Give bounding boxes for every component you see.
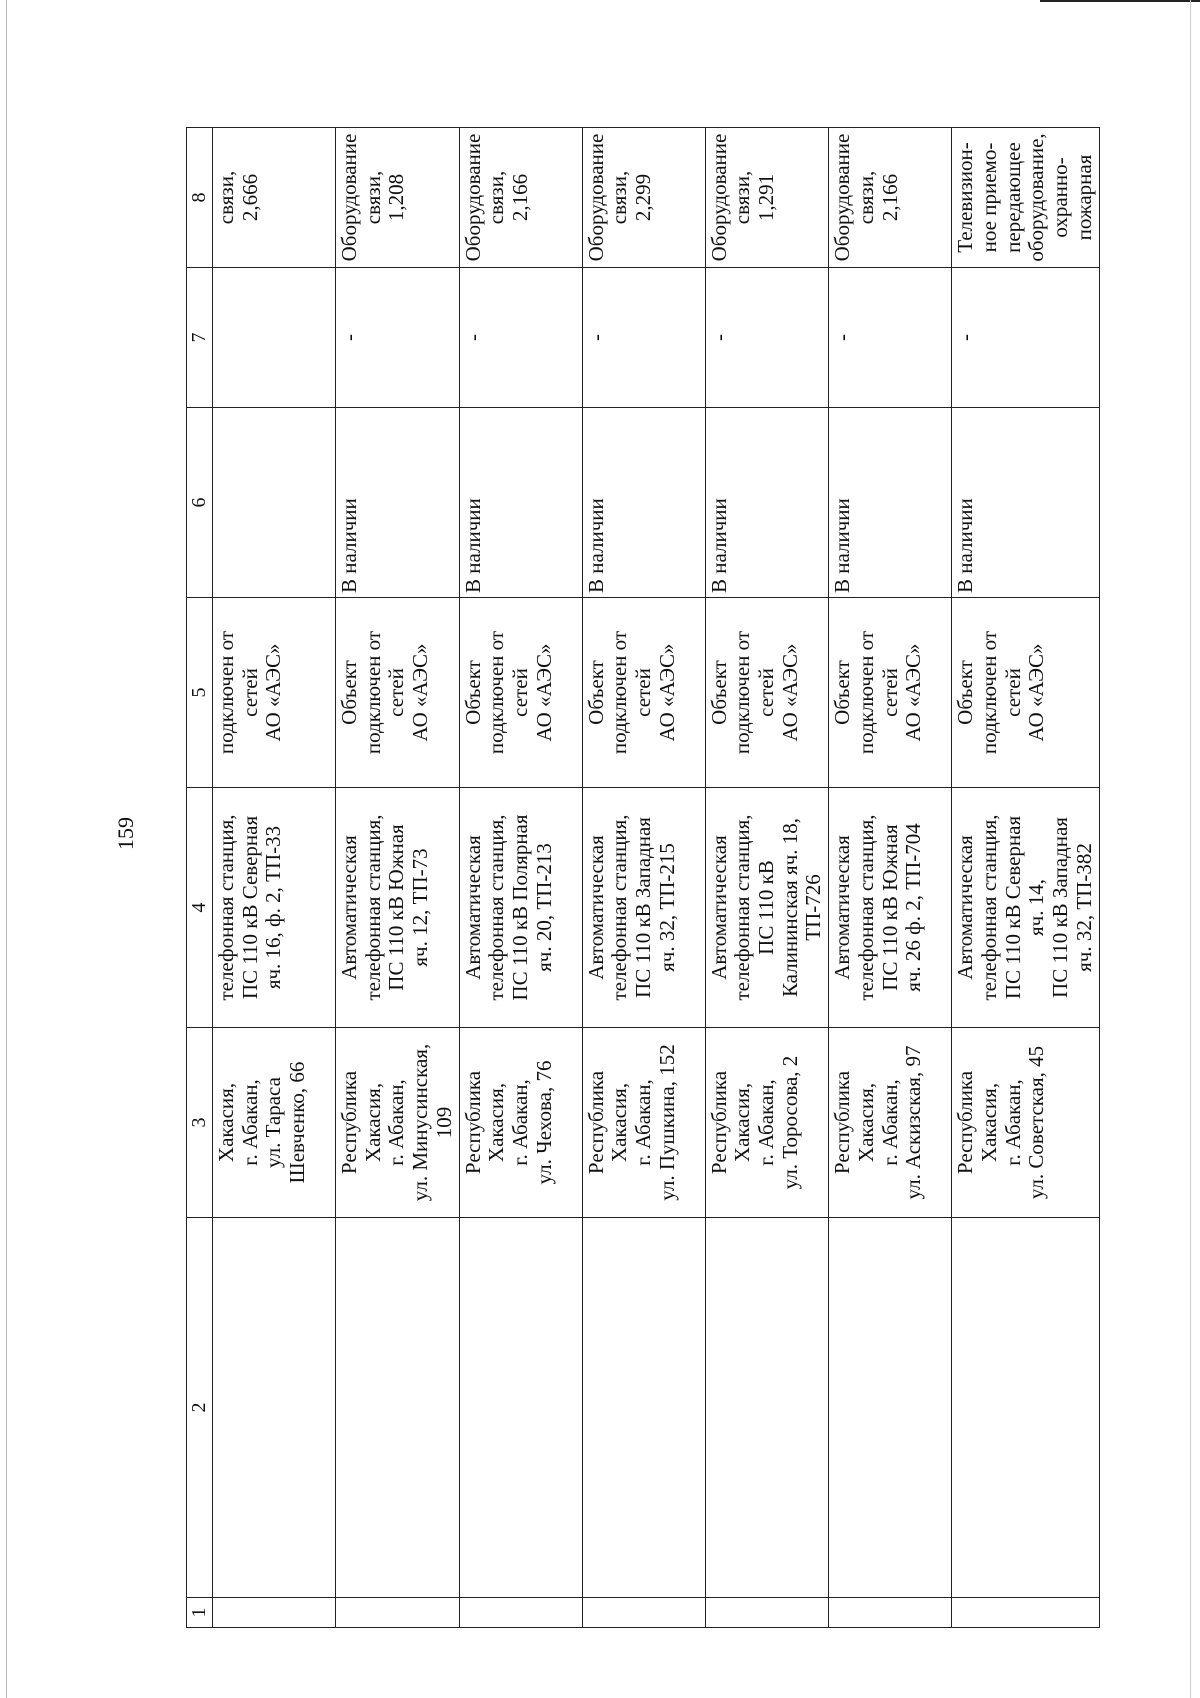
- address-cell: Республика Хакасия, г. Абакан, ул. Минусинская, 109: [336, 1028, 460, 1218]
- header-cell-5: 5: [187, 598, 213, 788]
- availability-cell: В наличии: [336, 408, 460, 598]
- name-cell: [336, 1218, 460, 1598]
- address-cell: Республика Хакасия, г. Абакан, ул. Аскизская, 97: [829, 1028, 952, 1218]
- address-cell: Хакасия, г. Абакан, ул. Тараса Шевченко, 66: [213, 1028, 336, 1218]
- table-row: [705, 128, 829, 1628]
- address-cell: Республика Хакасия, г. Абакан, ул. Советская, 45: [952, 1028, 1099, 1218]
- availability-cell: В наличии: [829, 408, 952, 598]
- substation-cell: Автоматическая телефонная станция, ПС 110 кВ Южная яч. 12, ТП-73: [336, 788, 460, 1028]
- data-table: [186, 127, 1100, 1628]
- name-cell: [459, 1218, 582, 1598]
- address-cell: Республика Хакасия, г. Абакан, ул. Пушкина, 152: [582, 1028, 705, 1218]
- connection-cell: подключен от сетей АО «АЭС»: [213, 598, 336, 788]
- column-7-cell: [213, 268, 336, 408]
- name-cell: [829, 1218, 952, 1598]
- equipment-cell: Телевизион- ное приемо- передающее оборудование, охранно- пожарная: [952, 128, 1099, 268]
- connection-cell: Объект подключен от сетей АО «АЭС»: [952, 598, 1099, 788]
- scan-edge-left: [6, 0, 7, 1698]
- equipment-cell: Оборудование связи, 2,166: [829, 128, 952, 268]
- rotated-table-container: [186, 128, 1116, 1628]
- column-7-cell: -: [952, 268, 1099, 408]
- substation-cell: Автоматическая телефонная станция, ПС 110 кВ Калининская яч. 18, ТП-726: [705, 788, 829, 1028]
- equipment-cell: Оборудование связи, 2,299: [582, 128, 705, 268]
- connection-cell: Объект подключен от сетей АО «АЭС»: [582, 598, 705, 788]
- availability-cell: В наличии: [705, 408, 829, 598]
- table-row: [952, 128, 1099, 1628]
- substation-cell: Автоматическая телефонная станция, ПС 110 кВ Полярная яч. 20, ТП-213: [459, 788, 582, 1028]
- name-cell: [705, 1218, 829, 1598]
- availability-cell: В наличии: [582, 408, 705, 598]
- equipment-cell: Оборудование связи, 1,291: [705, 128, 829, 268]
- equipment-cell: Оборудование связи, 1,208: [336, 128, 460, 268]
- column-7-cell: -: [459, 268, 582, 408]
- column-7-cell: -: [829, 268, 952, 408]
- column-7-cell: -: [336, 268, 460, 408]
- availability-cell: В наличии: [952, 408, 1099, 598]
- table-row: [582, 128, 705, 1628]
- equipment-cell: Оборудование связи, 2,166: [459, 128, 582, 268]
- substation-cell: Автоматическая телефонная станция, ПС 110 кВ Северная яч. 14, ПС 110 кВ Западная яч. 32, ТП-382: [952, 788, 1099, 1028]
- substation-cell: телефонная станция, ПС 110 кВ Северная яч. 16, ф. 2, ТП-33: [213, 788, 336, 1028]
- header-cell-4: 4: [187, 788, 213, 1028]
- connection-cell: Объект подключен от сетей АО «АЭС»: [829, 598, 952, 788]
- header-cell-6: 6: [187, 408, 213, 598]
- header-cell-8: 8: [187, 128, 213, 268]
- column-7-cell: -: [582, 268, 705, 408]
- row-number-cell: [459, 1598, 582, 1628]
- connection-cell: Объект подключен от сетей АО «АЭС»: [459, 598, 582, 788]
- address-cell: Республика Хакасия, г. Абакан, ул. Торосова, 2: [705, 1028, 829, 1218]
- column-7-cell: -: [705, 268, 829, 408]
- row-number-cell: [829, 1598, 952, 1628]
- scan-edge-top: [1040, 0, 1200, 2]
- header-cell-2: 2: [187, 1218, 213, 1598]
- scan-edge-right: [1190, 0, 1191, 1698]
- row-number-cell: [705, 1598, 829, 1628]
- availability-cell: В наличии: [459, 408, 582, 598]
- row-number-cell: [336, 1598, 460, 1628]
- name-cell: [952, 1218, 1099, 1598]
- header-cell-1: 1: [187, 1598, 213, 1628]
- availability-cell: [213, 408, 336, 598]
- row-number-cell: [582, 1598, 705, 1628]
- header-row: [187, 128, 213, 1628]
- row-number-cell: [952, 1598, 1099, 1628]
- page-number: 159: [113, 817, 138, 850]
- table-row: [213, 128, 336, 1628]
- table-row: [459, 128, 582, 1628]
- connection-cell: Объект подключен от сетей АО «АЭС»: [705, 598, 829, 788]
- equipment-cell: связи, 2,666: [213, 128, 336, 268]
- table-row: [829, 128, 952, 1628]
- header-cell-7: 7: [187, 268, 213, 408]
- address-cell: Республика Хакасия, г. Абакан, ул. Чехова, 76: [459, 1028, 582, 1218]
- row-number-cell: [213, 1598, 336, 1628]
- name-cell: [582, 1218, 705, 1598]
- substation-cell: Автоматическая телефонная станция, ПС 110 кВ Южная яч. 26 ф. 2, ТП-704: [829, 788, 952, 1028]
- connection-cell: Объект подключен от сетей АО «АЭС»: [336, 598, 460, 788]
- substation-cell: Автоматическая телефонная станция, ПС 110 кВ Западная яч. 32, ТП-215: [582, 788, 705, 1028]
- header-cell-3: 3: [187, 1028, 213, 1218]
- table-row: [336, 128, 460, 1628]
- name-cell: [213, 1218, 336, 1598]
